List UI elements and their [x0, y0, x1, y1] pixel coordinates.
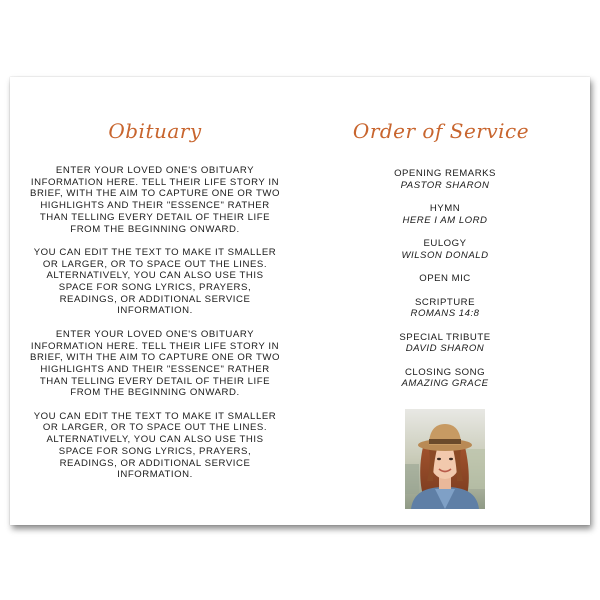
service-item-closing-song — [360, 367, 530, 390]
service-item-title: EULOGY — [423, 238, 467, 249]
service-item-name: ROMANS 14:8 — [410, 308, 480, 319]
service-item-title: OPEN MIC — [419, 273, 471, 284]
obituary-paragraph: YOU CAN EDIT THE TEXT TO MAKE IT SMALLER OR LARGER, OR TO SPACE OUT THE LINES. ALTERNATIVELY, YOU CAN ALSO USE THIS SPACE FOR SONG LYRICS, PRAYERS, READINGS, OR ADDITIONAL SERVICE INFORMATION. — [33, 410, 277, 481]
service-item-title: CLOSING SONG — [404, 366, 486, 378]
service-item-special-tribute — [360, 332, 530, 355]
service-item-name: WILSON DONALD — [401, 249, 489, 261]
service-item-title: SPECIAL TRIBUTE — [399, 331, 491, 343]
service-item-eulogy — [360, 238, 530, 261]
order-of-service-panel — [300, 77, 590, 525]
service-item-name: DAVID SHARON — [405, 343, 485, 354]
obituary-panel — [10, 77, 300, 525]
service-item-title: OPENING REMARKS — [394, 168, 496, 179]
obituary-paragraph: YOU CAN EDIT THE TEXT TO MAKE IT SMALLER OR LARGER, OR TO SPACE OUT THE LINES. ALTERNATIVELY, YOU CAN ALSO USE THIS SPACE FOR SONG LYRICS, PRAYERS, READINGS, OR ADDITIONAL SERVICE INFORMATION. — [33, 246, 277, 317]
obituary-heading: Obituary — [108, 119, 202, 143]
service-item-open-mic — [360, 273, 530, 285]
obituary-text — [30, 165, 280, 493]
service-item-opening-remarks — [360, 168, 530, 191]
service-item-name: PASTOR SHARON — [400, 179, 490, 191]
service-item-name: AMAZING GRACE — [401, 378, 489, 389]
service-item-name: HERE I AM LORD — [402, 214, 488, 226]
service-item-hymn — [360, 203, 530, 226]
program-sheet — [10, 77, 590, 525]
portrait-photo-illustration — [405, 409, 485, 509]
obituary-paragraph: ENTER YOUR LOVED ONE'S OBITUARY INFORMATION HERE. TELL THEIR LIFE STORY IN BRIEF, WITH THE AIM TO CAPTURE ONE OR TWO HIGHLIGHTS AND THEIR "ESSENCE" RATHER THAN TELLING EVERY DETAIL OF THEIR LIFE FROM THE BEGINNING ONWARD. — [30, 328, 280, 399]
order-of-service-heading: Order of Service — [352, 119, 530, 143]
service-item-scripture — [360, 297, 530, 320]
service-item-title: SCRIPTURE — [415, 296, 475, 308]
service-item-title: HYMN — [429, 203, 461, 214]
service-list — [360, 168, 530, 402]
portrait-photo — [405, 409, 485, 509]
obituary-paragraph: ENTER YOUR LOVED ONE'S OBITUARY INFORMATION HERE. TELL THEIR LIFE STORY IN BRIEF, WITH THE AIM TO CAPTURE ONE OR TWO HIGHLIGHTS AND THEIR "ESSENCE" RATHER THAN TELLING EVERY DETAIL OF THEIR LIFE FROM THE BEGINNING ONWARD. — [30, 165, 280, 235]
